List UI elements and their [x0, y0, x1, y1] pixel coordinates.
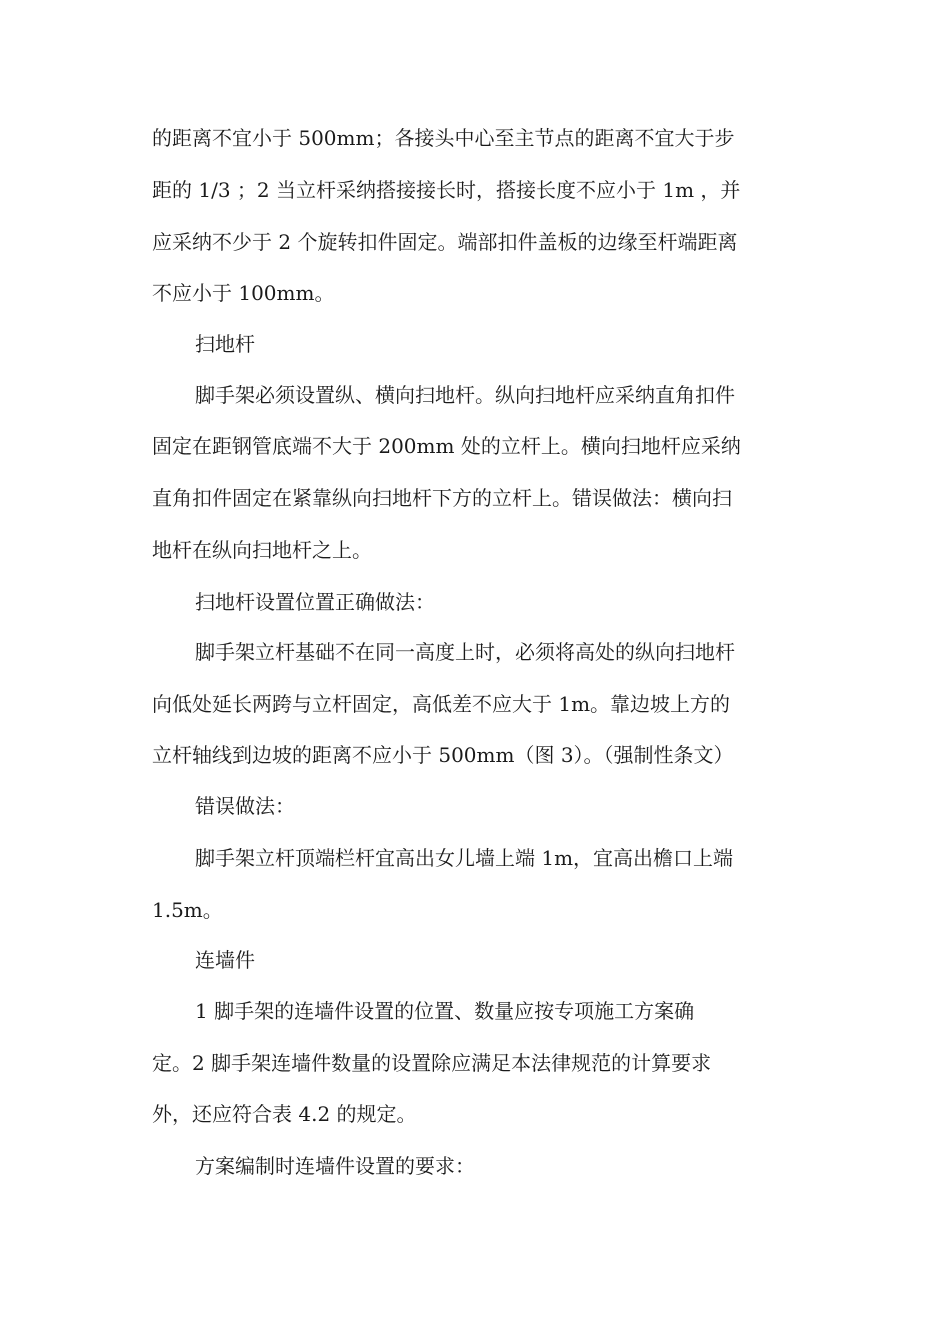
text-line: 距的 1/3 ；2 当立杆采纳搭接接长时，搭接长度不应小于 1m ，并 [152, 178, 741, 202]
text-line: 固定在距钢管底端不大于 200mm 处的立杆上。横向扫地杆应采纳 [152, 434, 741, 458]
text-line: 立杆轴线到边坡的距离不应小于 500mm（图 3）。（强制性条文） [152, 743, 734, 767]
text-line: 的距离不宜小于 500mm；各接头中心至主节点的距离不宜大于步 [152, 126, 735, 150]
section-heading: 错误做法： [195, 794, 295, 818]
text-line: 直角扣件固定在紧靠纵向扫地杆下方的立杆上。错误做法：横向扫 [152, 486, 732, 510]
section-heading: 扫地杆 [195, 332, 255, 356]
text-line: 地杆在纵向扫地杆之上。 [152, 538, 372, 562]
section-heading: 连墙件 [195, 948, 255, 972]
text-line: 1.5m。 [152, 898, 223, 922]
text-line: 不应小于 100mm。 [152, 281, 335, 305]
text-line: 外，还应符合表 4.2 的规定。 [152, 1102, 417, 1126]
text-line: 定。2 脚手架连墙件数量的设置除应满足本法律规范的计算要求 [152, 1051, 712, 1075]
section-heading: 方案编制时连墙件设置的要求： [195, 1154, 475, 1178]
text-line: 应采纳不少于 2 个旋转扣件固定。端部扣件盖板的边缘至杆端距离 [152, 230, 738, 254]
section-heading: 扫地杆设置位置正确做法： [195, 590, 435, 614]
text-line: 脚手架立杆基础不在同一高度上时，必须将高处的纵向扫地杆 [195, 640, 735, 664]
text-line: 1 脚手架的连墙件设置的位置、数量应按专项施工方案确 [195, 999, 695, 1023]
text-line: 脚手架立杆顶端栏杆宜高出女儿墙上端 1m，宜高出檐口上端 [195, 846, 734, 870]
text-line: 脚手架必须设置纵、横向扫地杆。纵向扫地杆应采纳直角扣件 [195, 383, 735, 407]
text-line: 向低处延长两跨与立杆固定，高低差不应大于 1m。靠边坡上方的 [152, 692, 731, 716]
